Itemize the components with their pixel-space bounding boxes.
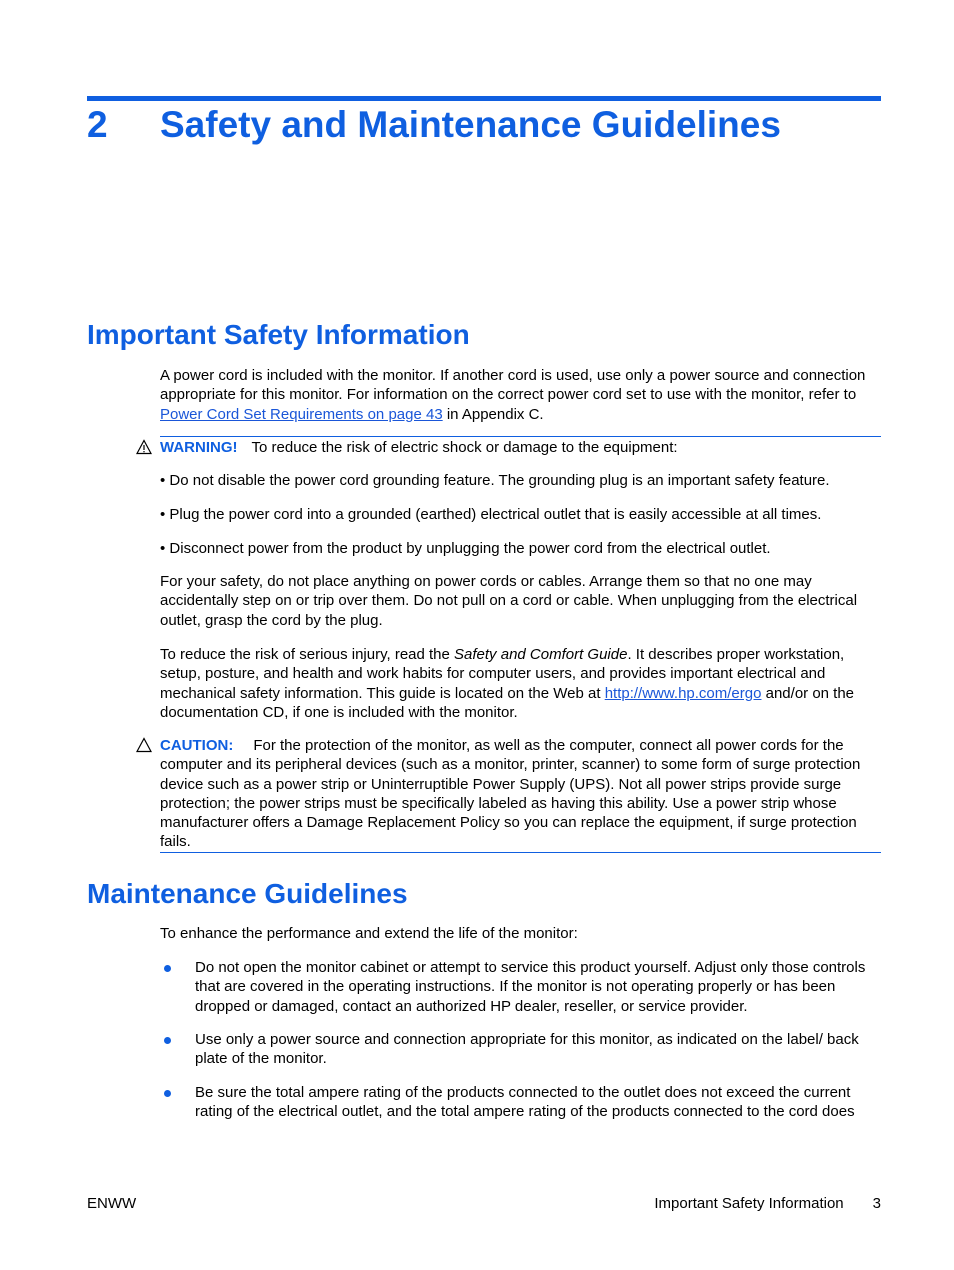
footer-left: ENWW bbox=[87, 1195, 137, 1212]
guide-text: To reduce the risk of serious injury, read the bbox=[160, 646, 455, 663]
maintenance-item: Be sure the total ampere rating of the products connected to the outlet does not exceed the current rating of the electrical outlet, and the total ampere rating of the products connected to the cord does bbox=[195, 1084, 855, 1121]
warning-top-rule bbox=[160, 436, 881, 437]
guide-paragraph bbox=[160, 645, 884, 722]
power-cord-requirements-link[interactable]: Power Cord Set Requirements on page 43 bbox=[160, 405, 443, 423]
maintenance-intro: To enhance the performance and extend the life of the monitor: bbox=[160, 925, 578, 942]
safety-intro-paragraph bbox=[160, 366, 884, 424]
safety-intro-tail: in Appendix C. bbox=[442, 405, 544, 423]
bullet-icon bbox=[164, 1037, 171, 1044]
guide-text-middle: . It describes proper workstation, setup, posture, and health and work habits for computer users, and provides important electrical and mechanical safety information. This guide is located on the Web at bbox=[160, 646, 845, 702]
caution-bottom-rule bbox=[160, 852, 881, 853]
bullet-icon bbox=[164, 1090, 171, 1097]
chapter-title-text: Safety and Maintenance Guidelines bbox=[160, 104, 781, 145]
footer-right bbox=[654, 1194, 881, 1213]
power-cords-paragraph: For your safety, do not place anything on power cords or cables. Arrange them so that no one may accidentally step on or trip over them. Do not pull on a cord or cable. When unplugging from the electrical outlet, grasp the cord by the plug. bbox=[160, 573, 858, 629]
chapter-rule bbox=[87, 96, 881, 101]
chapter-number: 2 bbox=[87, 104, 108, 145]
caution-label: CAUTION: bbox=[160, 737, 234, 754]
safety-intro-text: A power cord is included with the monitor. If another cord is used, use only a power source and connection appropriate for this monitor. For information on the correct power cord set to use with the monitor, refer to bbox=[160, 367, 866, 404]
safety-heading: Important Safety Information bbox=[87, 319, 470, 350]
maintenance-item: Do not open the monitor cabinet or attempt to service this product yourself. Adjust only those controls that are covered in the operating instructions. If the monitor is not operating properly or has been dropped or damaged, contact an authorized HP dealer, reseller, or service provider. bbox=[195, 959, 866, 1015]
caution-icon bbox=[136, 737, 152, 753]
warning-label: WARNING! bbox=[160, 439, 238, 456]
footer-section: Important Safety Information bbox=[654, 1195, 844, 1212]
bullet-icon bbox=[164, 965, 171, 972]
warning-item: • Do not disable the power cord grounding feature. The grounding plug is an important safety feature. bbox=[160, 472, 830, 489]
maintenance-item: Use only a power source and connection appropriate for this monitor, as indicated on the label/ back plate of the monitor. bbox=[195, 1031, 859, 1068]
warning-item: • Disconnect power from the product by unplugging the power cord from the electrical outlet. bbox=[160, 540, 771, 557]
guide-title: Safety and Comfort Guide bbox=[454, 646, 628, 663]
warning-icon bbox=[136, 439, 152, 455]
warning-text: To reduce the risk of electric shock or damage to the equipment: bbox=[251, 439, 678, 456]
warning-notice bbox=[160, 438, 884, 457]
caution-text: For the protection of the monitor, as well as the computer, connect all power cords for the computer and its peripheral devices (such as a monitor, printer, scanner) to some form of surge protection device such as a power strip or Uninterruptible Power Supply (UPS). Not all power strips provide surge protection; the power strips must be specifically labeled as having this ability. Use a power strip whose manufacturer offers a Damage Replacement Policy so you can replace the equipment, if surge protection fails. bbox=[160, 737, 861, 851]
page-number: 3 bbox=[872, 1195, 881, 1212]
maintenance-heading: Maintenance Guidelines bbox=[87, 878, 408, 909]
guide-text-tail: and/or on the documentation CD, if one is included with the monitor. bbox=[160, 684, 855, 721]
chapter-title bbox=[87, 102, 781, 148]
warning-item: • Plug the power cord into a grounded (earthed) electrical outlet that is easily accessible at all times. bbox=[160, 506, 822, 523]
hp-ergo-link[interactable]: http://www.hp.com/ergo bbox=[604, 684, 762, 702]
caution-notice bbox=[160, 736, 884, 852]
